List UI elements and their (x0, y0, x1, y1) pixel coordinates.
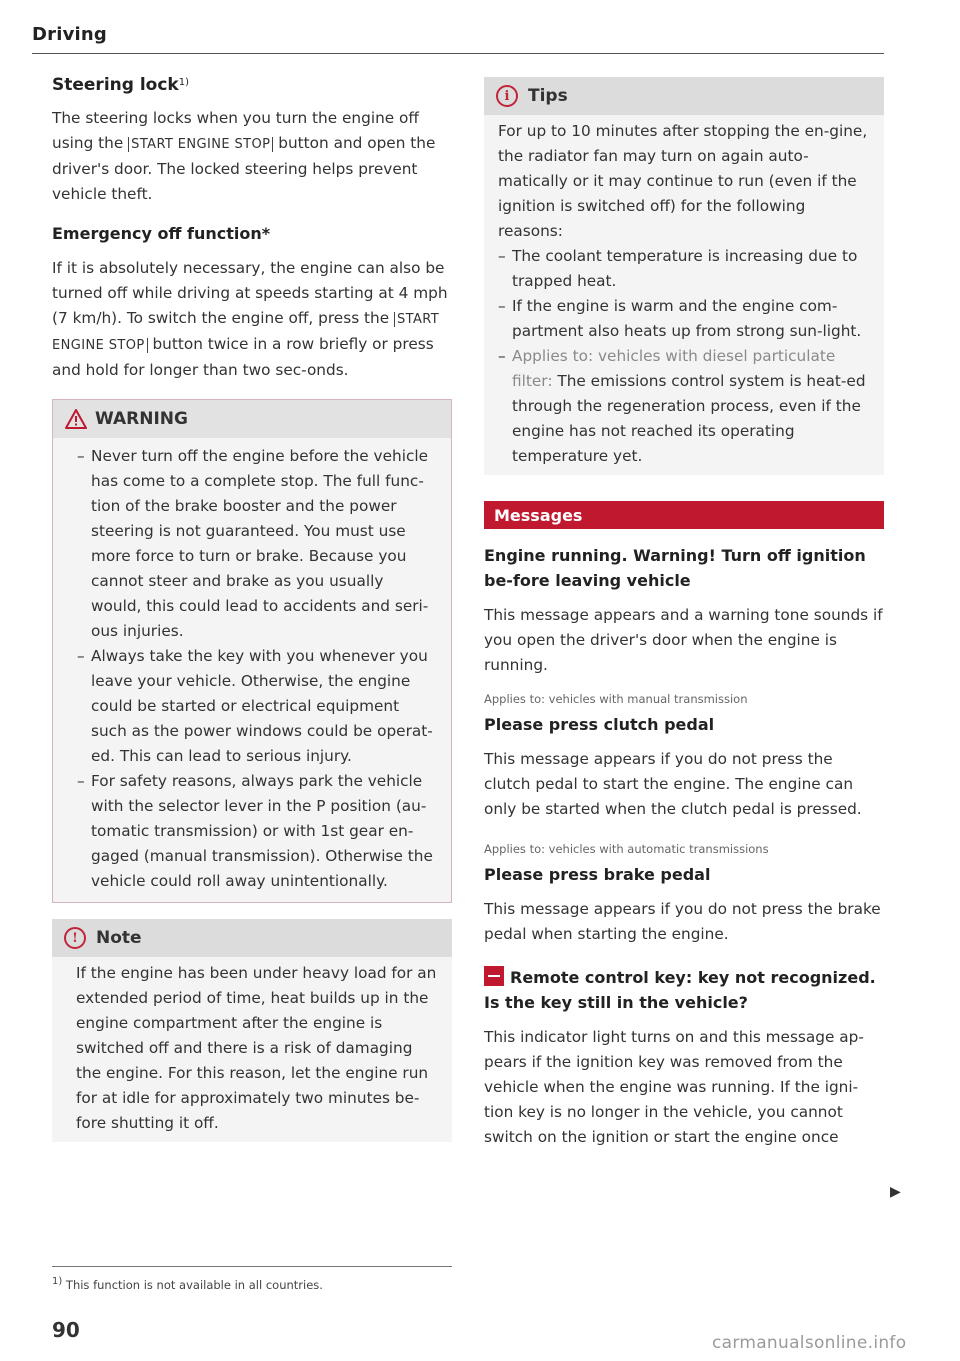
key-indicator-icon (484, 966, 504, 986)
start-engine-stop-key: START ENGINE STOP (52, 312, 440, 353)
engine-running-text: This message appears and a warning tone sounds if you open the driver's door when the engine is running. (484, 606, 883, 674)
steering-lock-paragraph: The steering locks when you turn the engine off using the START ENGINE STOP button and open the driver's door. The locked steering helps prevent vehicle theft. (52, 109, 436, 203)
page-number: 90 (52, 1318, 80, 1342)
warning-list (77, 444, 437, 894)
note-text: If the engine has been under heavy load for an extended period of time, heat builds up in the engine compartment after the engine is switched off and there is a risk of damaging the engine. For this reason, let the engine run for at idle for approximately two minutes be-fore shutting it off. (76, 964, 437, 1132)
chapter-title: Driving (32, 24, 107, 45)
footnote-text: This function is not available in all countries. (65, 1278, 323, 1292)
tips-intro: For up to 10 minutes after stopping the en-gine, the radiator fan may turn on again auto-matically or it may continue to run (even if the ignition is switched off) for the following reasons: (498, 122, 868, 240)
warning-item: – Never turn off the engine before the vehicle has come to a complete stop. The full func-tion of the brake booster and the power steering is not guaranteed. You must use more force to turn or brake. Because you cannot steer and brake as you usually would, this could lead to accidents and seri-ous injuries. (77, 444, 437, 644)
footnote-mark: 1) (52, 1276, 63, 1287)
left-column (52, 72, 452, 1142)
clutch-text: This message appears if you do not press the clutch pedal to start the engine. The engine can only be started when the clutch pedal is pressed. (484, 750, 862, 818)
emergency-off-heading: Emergency off function* (52, 224, 271, 243)
brake-text: This message appears if you do not press the brake pedal when starting the engine. (484, 900, 881, 943)
remote-key-heading: Remote control key: key not recognized. Is the key still in the vehicle? (484, 968, 876, 1012)
note-box (52, 919, 452, 1142)
warning-triangle-icon (65, 409, 87, 429)
note-title: Note (96, 928, 142, 948)
tips-item: – The coolant temperature is increasing due to trapped heat. (498, 244, 870, 294)
continue-arrow-icon[interactable]: ▶ (890, 1184, 901, 1200)
tips-header (484, 77, 884, 115)
engine-running-heading: Engine running. Warning! Turn off ignition be-fore leaving vehicle (484, 546, 866, 590)
footnote (52, 1278, 323, 1292)
brake-heading: Please press brake pedal (484, 865, 711, 884)
note-header (52, 919, 452, 957)
tips-title: Tips (528, 86, 568, 106)
messages-banner: Messages (484, 501, 884, 529)
right-column (484, 77, 884, 1150)
tips-item: – Applies to: vehicles with diesel particulate filter: The emissions control system is heat-ed through the regeneration process, even if the engine has not reached its operating temperature yet. (498, 344, 870, 469)
warning-header (53, 400, 451, 438)
clutch-heading: Please press clutch pedal (484, 715, 715, 734)
warning-title: WARNING (95, 409, 188, 429)
tips-box (484, 77, 884, 475)
remote-key-text: This indicator light turns on and this message ap-pears if the ignition key was removed from the vehicle when the engine was running. If the igni-tion key is no longer in the vehicle, you cannot switch on the ignition or start the engine once (484, 1028, 864, 1146)
exclamation-circle-icon: ! (64, 927, 86, 949)
footnote-divider (52, 1266, 452, 1267)
start-engine-stop-key: START ENGINE STOP (128, 137, 273, 152)
emergency-off-paragraph: If it is absolutely necessary, the engine can also be turned off while driving at speeds starting at 4 mph (7 km/h). To switch the engine off, press the START ENGINE STOP button twice in a row briefly or press and hold for longer than two sec-onds. (52, 259, 448, 379)
warning-item: – Always take the key with you whenever you leave your vehicle. Otherwise, the engine could be started or electrical equipment such as the power windows could be operat-ed. This can lead to serious injury. (77, 644, 437, 769)
warning-item: – For safety reasons, always park the vehicle with the selector lever in the P position (au-tomatic transmission) or with 1st gear en-gaged (manual transmission). Otherwise the vehicle could roll away unintentionally. (77, 769, 437, 894)
info-circle-icon: i (496, 85, 518, 107)
tips-list (498, 244, 870, 469)
page-header (32, 24, 884, 54)
warning-box (52, 399, 452, 903)
footnote-ref[interactable]: 1) (178, 77, 189, 88)
steering-lock-heading-text: Steering lock (52, 75, 179, 95)
tips-item: – If the engine is warm and the engine com-partment also heats up from strong sun-light. (498, 294, 870, 344)
applies-to-label: Applies to: vehicles with diesel particulate filter: (512, 347, 836, 390)
steering-lock-heading (52, 72, 452, 98)
watermark: carmanualsonline.info (712, 1333, 907, 1353)
applies-to-label: Applies to: vehicles with automatic transmissions (484, 842, 769, 856)
applies-to-label: Applies to: vehicles with manual transmission (484, 692, 748, 706)
